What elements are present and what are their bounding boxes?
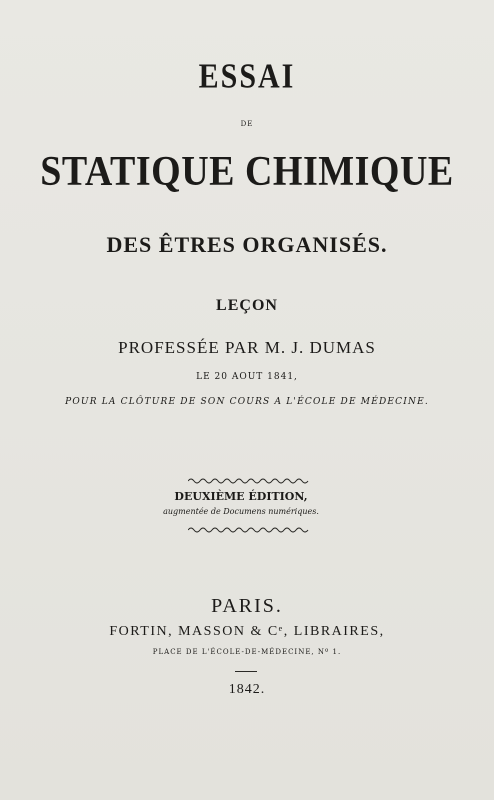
imprint-publisher: FORTIN, MASSON & Cᵉ, LIBRAIRES, <box>109 624 385 639</box>
divider-rule <box>235 671 257 672</box>
author-line: PROFESSÉE PAR M. J. DUMAS <box>118 338 376 357</box>
essai-heading: ESSAI <box>198 57 296 96</box>
imprint-city: PARIS. <box>211 595 283 617</box>
date-line: LE 20 AOUT 1841, <box>196 372 298 382</box>
occasion-line: POUR LA CLÔTURE DE SON COURS A L'ÉCOLE DE MÉDECINE. <box>65 397 429 407</box>
main-title: STATIQUE CHIMIQUE <box>40 148 454 196</box>
lecon-label: LEÇON <box>216 297 278 314</box>
subtitle: DES ÊTRES ORGANISÉS. <box>106 232 388 257</box>
ornament-wave-bottom <box>188 525 310 533</box>
de-connector: DE <box>240 120 254 128</box>
ornament-wave-top <box>188 476 310 484</box>
edition-note: augmentée de Documens numériques. <box>163 507 319 516</box>
edition-label: DEUXIÈME ÉDITION, <box>174 490 308 503</box>
imprint-year: 1842. <box>228 682 266 697</box>
imprint-address: PLACE DE L'ÉCOLE-DE-MÉDECINE, Nº 1. <box>152 648 342 656</box>
